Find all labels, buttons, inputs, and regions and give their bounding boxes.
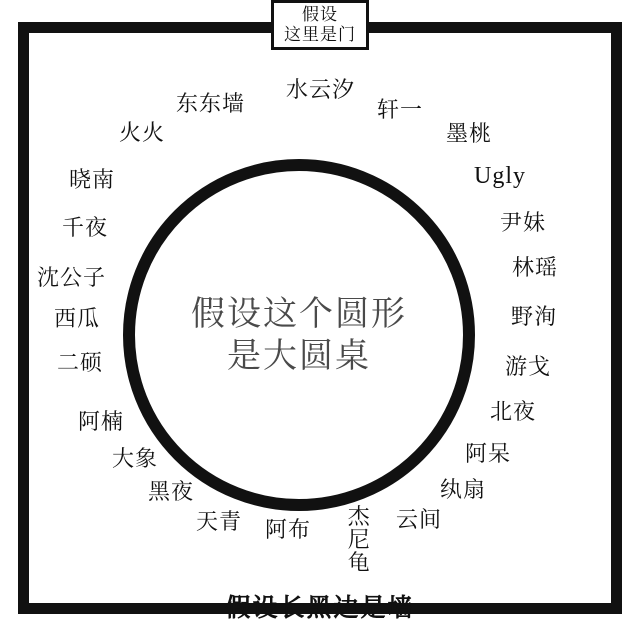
seat-name: 晓南: [69, 167, 116, 192]
round-table: [123, 159, 475, 511]
seat-name: 阿呆: [465, 441, 512, 466]
seat-name: 墨桃: [446, 121, 493, 146]
seat-name: 大象: [112, 446, 159, 471]
seat-name: 西瓜: [54, 306, 101, 331]
seat-name: 野洵: [511, 304, 558, 329]
seat-name: 阿布: [265, 517, 312, 542]
seat-name: 东东墙: [176, 91, 246, 116]
seat-name: 游戈: [505, 354, 552, 379]
seat-name: 火火: [119, 120, 166, 145]
door-label-line1: 假设: [302, 5, 338, 25]
seat-name: 云间: [396, 507, 443, 532]
wall-caption: 假设长黑边是墙: [225, 594, 415, 622]
door-box: [271, 0, 369, 50]
seat-name: Ugly: [474, 163, 526, 189]
seat-name: 轩一: [377, 97, 424, 122]
seat-name: 水云汐: [286, 77, 356, 102]
seat-name: 天青: [196, 509, 243, 534]
seat-name: 黑夜: [148, 479, 195, 504]
seat-name: 纨扇: [440, 477, 487, 502]
table-label-line1: 假设这个圆形: [191, 294, 407, 333]
seat-name: 阿楠: [78, 409, 125, 434]
seat-name: 千夜: [62, 215, 109, 240]
seat-name: 林瑶: [512, 255, 559, 280]
seat-name: 二硕: [57, 350, 104, 375]
table-label-line2: 是大圆桌: [227, 337, 371, 375]
seat-name: 北夜: [490, 399, 537, 424]
seat-name: 沈公子: [37, 265, 107, 290]
door-label-line2: 这里是门: [284, 25, 356, 44]
seat-name: 杰尼龟: [347, 504, 371, 576]
seat-name: 尹妹: [500, 210, 547, 235]
